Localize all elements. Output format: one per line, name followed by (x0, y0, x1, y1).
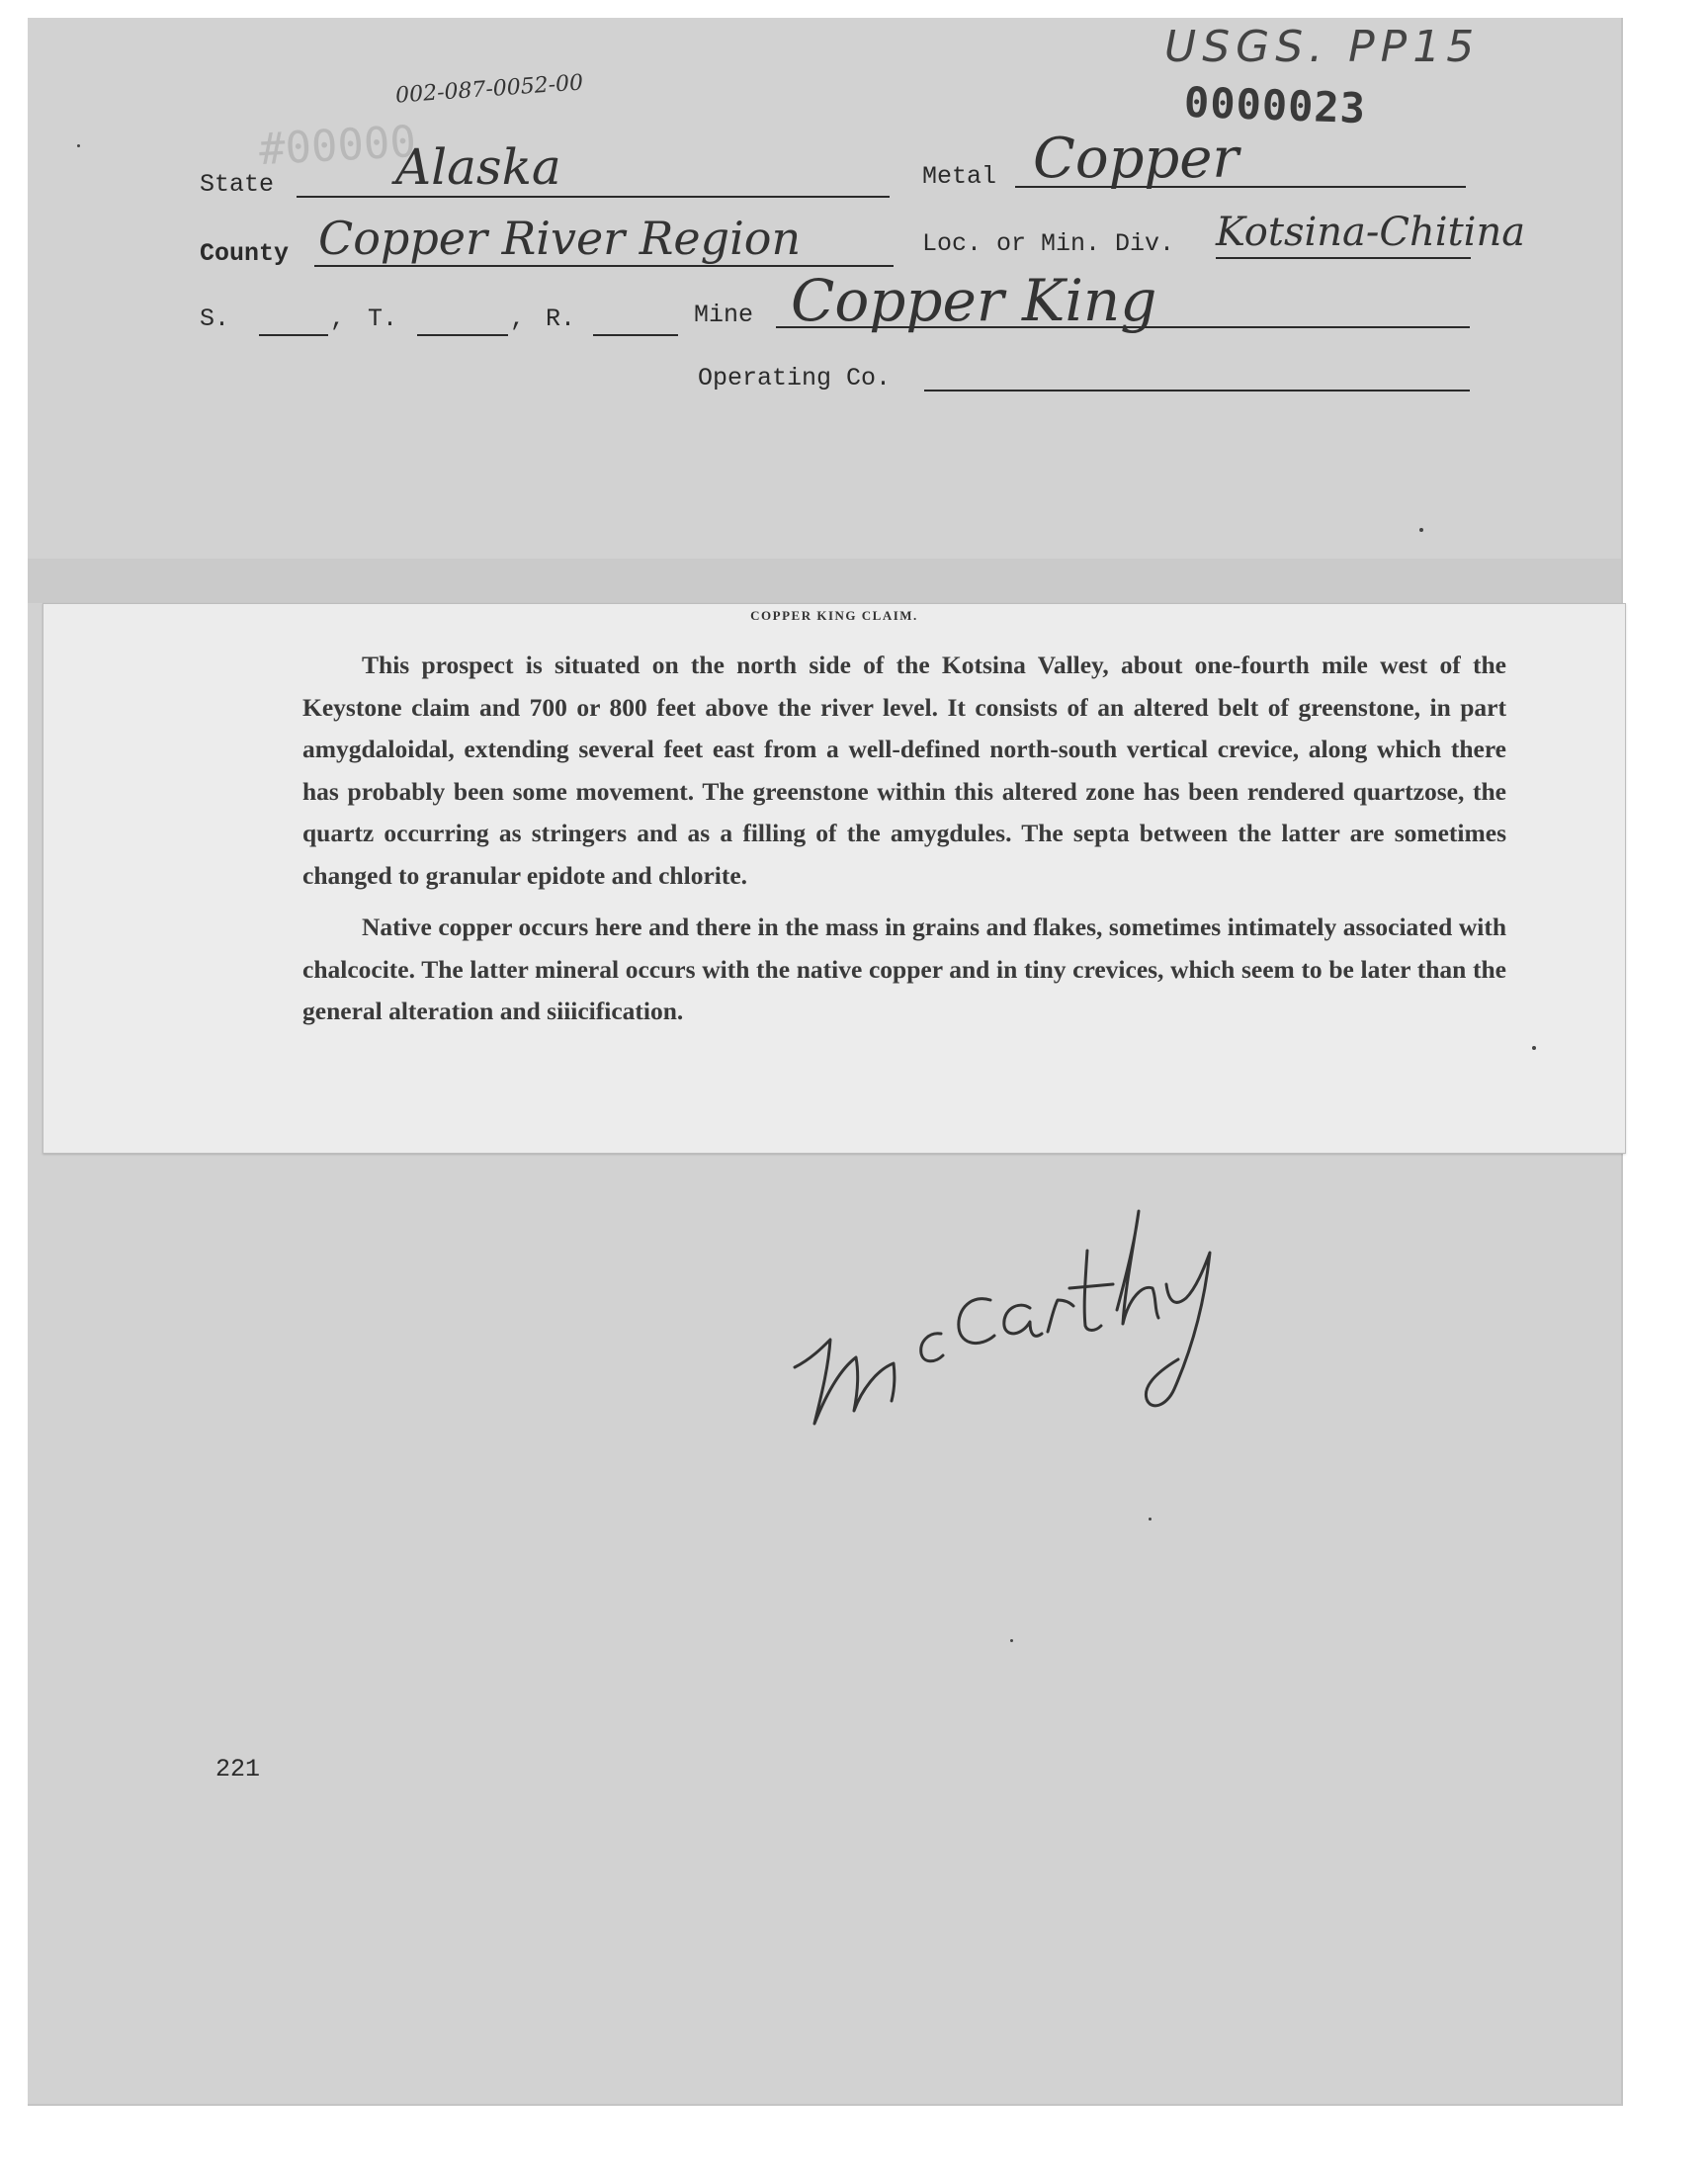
pasted-clipping (43, 603, 1626, 1154)
mine-value: Copper King (791, 267, 1157, 334)
page-number: 221 (215, 1755, 261, 1784)
township-label: T. (368, 304, 398, 333)
handwritten-mccarthy (771, 1181, 1265, 1438)
speck (1419, 528, 1423, 532)
loc-line (1216, 257, 1471, 259)
comma-2: , (510, 304, 526, 333)
operating-co-label: Operating Co. (698, 364, 892, 392)
county-label: County (200, 239, 290, 268)
metal-label: Metal (922, 162, 997, 191)
comma-1: , (330, 304, 346, 333)
speck (1010, 1639, 1013, 1642)
metal-value: Copper (1033, 127, 1239, 191)
speck (1532, 1046, 1536, 1050)
speck (77, 144, 80, 147)
clipping-paragraph-2: Native copper occurs here and there in the mass in grains and flakes, sometimes intimately associated with chalcocite. The latter mineral occurs with the native copper and in tiny crevices, which seem to be later than the general alteration and siiicification. (302, 913, 1506, 1025)
section-line (259, 334, 328, 336)
clipping-body (302, 645, 1506, 1043)
mine-label: Mine (694, 301, 754, 329)
loc-value: Kotsina-Chitina (1216, 210, 1526, 255)
card-fold-shadow (28, 559, 1621, 603)
state-label: State (200, 170, 275, 199)
loc-label: Loc. or Min. Div. (922, 229, 1175, 258)
range-label: R. (546, 304, 576, 333)
clipping-paragraph-1: This prospect is situated on the north side of the Kotsina Valley, about one-fourth mile west of the Keystone claim and 700 or 800 feet above the river level. It consists of an altered belt of greenstone, in part amygdaloidal, extending several feet east from a well-defined north-south vertical crevice, along which there has probably been some movement. The greenstone within this altered zone has been rendered quartzose, the quartz occurring as stringers and as a filling of the amygdules. The septa between the latter are sometimes changed to granular epidote and chlorite. (302, 651, 1506, 890)
clipping-title: COPPER KING CLAIM. (750, 608, 918, 623)
township-line (417, 334, 508, 336)
state-value: Alaska (395, 138, 561, 196)
source-annotation: USGS. PP15 (1164, 22, 1481, 72)
record-number-stamp: 0000023 (1183, 77, 1367, 133)
section-label: S. (200, 304, 230, 333)
faded-stamp: #00000 (257, 116, 418, 176)
county-value: Copper River Region (318, 212, 802, 265)
state-line (297, 196, 890, 198)
range-line (593, 334, 678, 336)
operating-co-line (924, 390, 1470, 392)
file-number: 002-087-0052-00 (394, 70, 584, 109)
speck (1149, 1518, 1152, 1521)
